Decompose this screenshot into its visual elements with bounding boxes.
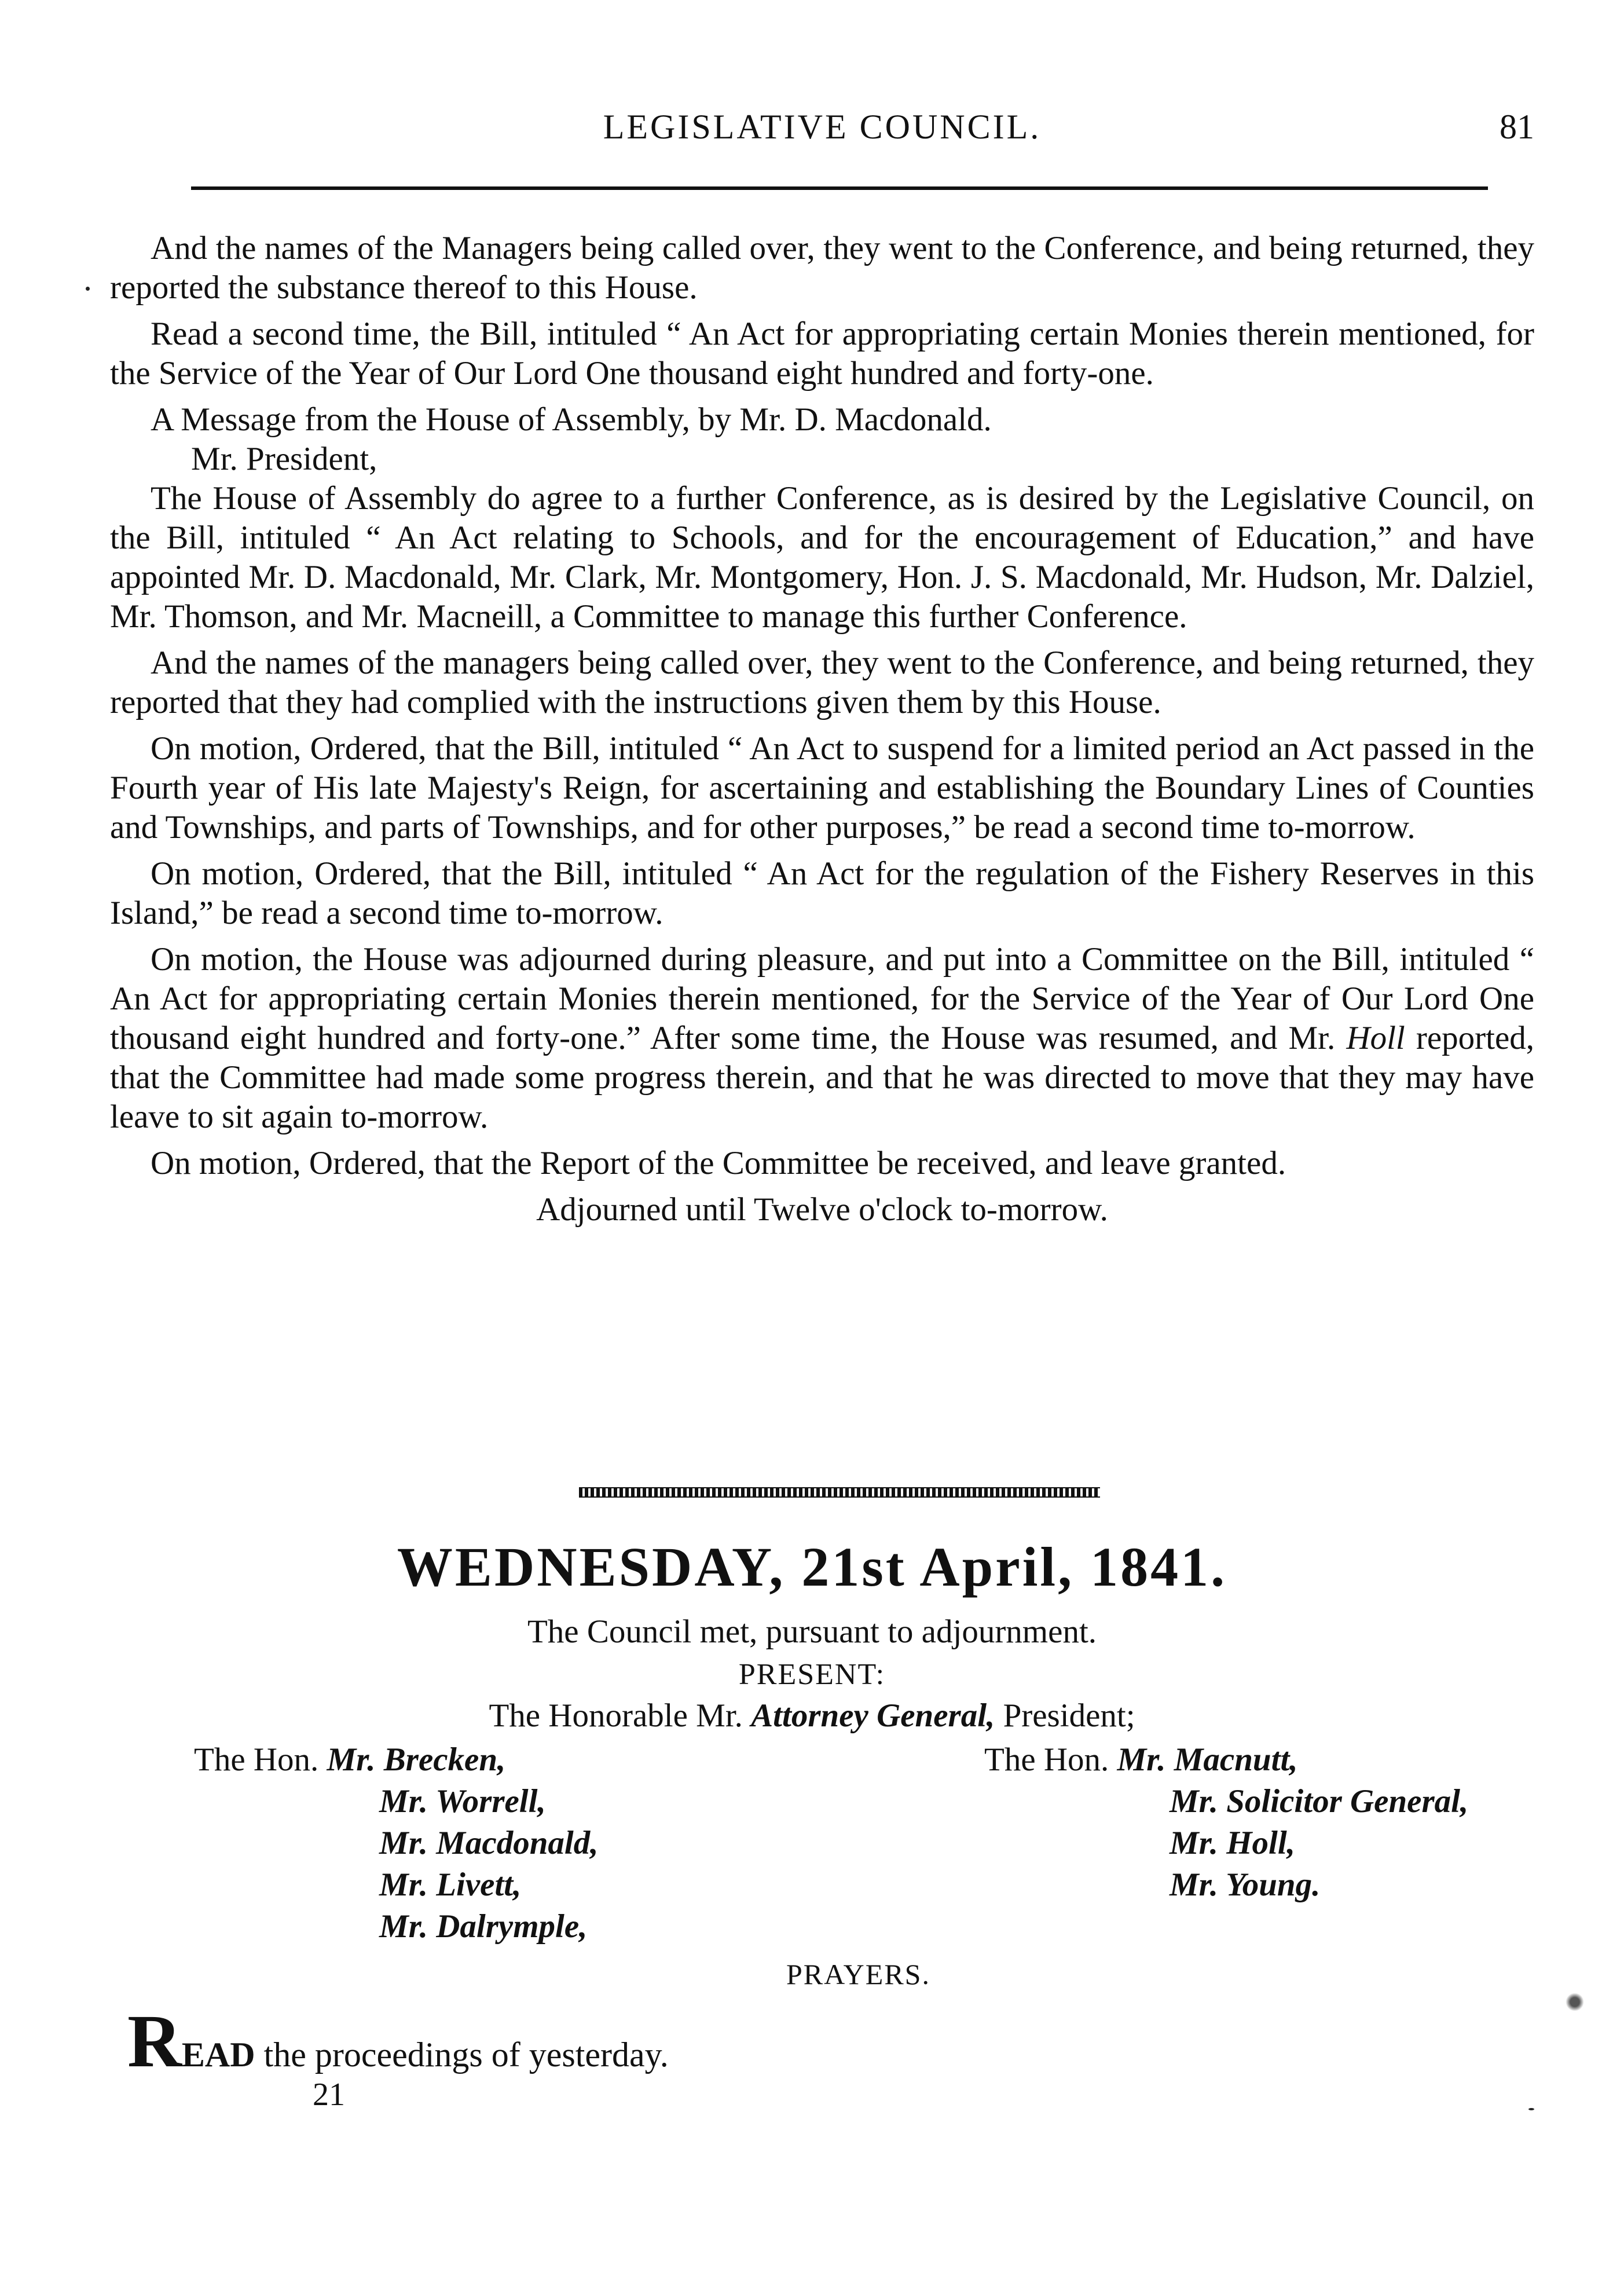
message-body: The House of Assembly do agree to a further Conference, as is desired by the Legislative Council, on the Bill, intituled “ An Act relating to Schools, and for the encouragement of Education,” and have appointed Mr. D. Macdonald, Mr. Clark, Mr. Montgomery, Hon. J. S. Macdonald, Mr. Hudson, Mr. Dalziel, Mr. Thomson, and Mr. Macneill, a Committee to manage this further Conference. xyxy=(110,480,1534,635)
proceedings-text xyxy=(110,229,1534,1229)
read-rest: the proceedings of yesterday. xyxy=(263,2036,669,2074)
member-left-4: Mr. Livett, xyxy=(379,1867,522,1903)
president-line xyxy=(0,1697,1624,1734)
paragraph-report-received: On motion, Ordered, that the Report of the Committee be received, and leave granted. xyxy=(151,1145,1286,1181)
read-proceedings-line xyxy=(127,2000,669,2083)
president-title: Attorney General, xyxy=(751,1697,995,1734)
members-left-lead: The Hon. xyxy=(194,1741,319,1778)
header-rule xyxy=(191,186,1488,190)
member-left-3: Mr. Macdonald, xyxy=(379,1825,599,1861)
section-divider-ornament xyxy=(579,1487,1100,1498)
member-right-3: Mr. Holl, xyxy=(1170,1825,1295,1861)
member-right-4: Mr. Young. xyxy=(1170,1867,1321,1903)
paragraph-committee xyxy=(110,940,1534,1137)
president-prefix: The Honorable Mr. xyxy=(489,1697,743,1734)
print-blot xyxy=(1563,1992,1586,2012)
drop-cap: R xyxy=(127,2000,182,2083)
council-met-line: The Council met, pursuant to adjournment. xyxy=(527,1613,1097,1650)
page-header-title: LEGISLATIVE COUNCIL. xyxy=(603,108,1042,146)
running-header xyxy=(110,107,1534,153)
paragraph-fishery-bill: On motion, Ordered, that the Bill, intituled “ An Act for the regulation of the Fishery Reserves in this Island,” be read a second time to-morrow. xyxy=(110,855,1534,931)
member-left-5: Mr. Dalrymple, xyxy=(379,1908,588,1945)
paragraph-second-reading: Read a second time, the Bill, intituled “ An Act for appropriating certain Monies therein mentioned, for the Service of the Year of Our Lord One thousand eight hundred and forty-one. xyxy=(110,316,1534,391)
member-left-2: Mr. Worrell, xyxy=(379,1783,546,1820)
paragraph-boundary-bill: On motion, Ordered, that the Bill, intituled “ An Act to suspend for a limited period an Act passed in the Fourth year of His late Majesty's Reign, for ascertaining and establishing the Boundary Lines of Counties and Townships, and parts of Townships, and for other purposes,” be read a second time to-morrow. xyxy=(110,730,1534,846)
member-name-holl: Holl xyxy=(1346,1020,1405,1056)
committee-text-before: On motion, the House was adjourned during pleasure, and put into a Committee on the Bill, intituled “ An Act for appropriating certain Monies therein mentioned, for the Service of the Year of Our Lord One thousand eight hundred and forty-one.” After some time, the House was resumed, and Mr. xyxy=(110,941,1534,1056)
members-right-lead: The Hon. xyxy=(984,1741,1109,1778)
present-label: PRESENT: xyxy=(738,1658,886,1691)
members-list-right xyxy=(984,1739,1468,1906)
print-speck xyxy=(86,287,90,291)
day-heading: WEDNESDAY, 21st April, 1841. xyxy=(397,1536,1227,1598)
member-left-1: Mr. Brecken, xyxy=(327,1741,506,1778)
member-right-1: Mr. Macnutt, xyxy=(1117,1741,1298,1778)
prayers-label: PRAYERS. xyxy=(786,1958,930,1990)
page-number: 81 xyxy=(1500,108,1534,146)
paragraph-managers-returned: And the names of the managers being called over, they went to the Conference, and being returned, they reported that they had complied with the instructions given them by this House. xyxy=(110,645,1534,720)
committee-text-after: reported, that the Committee had made some progress therein, and that he was directed to move that they may have leave to sit again to-morrow. xyxy=(110,1020,1535,1135)
signature-mark: 21 xyxy=(313,2077,345,2113)
print-speck xyxy=(1528,2108,1534,2110)
message-heading: A Message from the House of Assembly, by Mr. D. Macdonald. xyxy=(151,401,992,438)
president-suffix: President; xyxy=(1003,1697,1135,1734)
read-caps: EAD xyxy=(181,2036,255,2074)
message-salutation: Mr. President, xyxy=(191,441,377,477)
adjournment-line: Adjourned until Twelve o'clock to-morrow. xyxy=(536,1191,1108,1228)
member-right-2: Mr. Solicitor General, xyxy=(1170,1783,1469,1820)
members-list-left xyxy=(194,1739,599,1948)
paragraph-managers-conference: And the names of the Managers being called over, they went to the Conference, and being returned, they reported the substance thereof to this House. xyxy=(110,230,1534,306)
